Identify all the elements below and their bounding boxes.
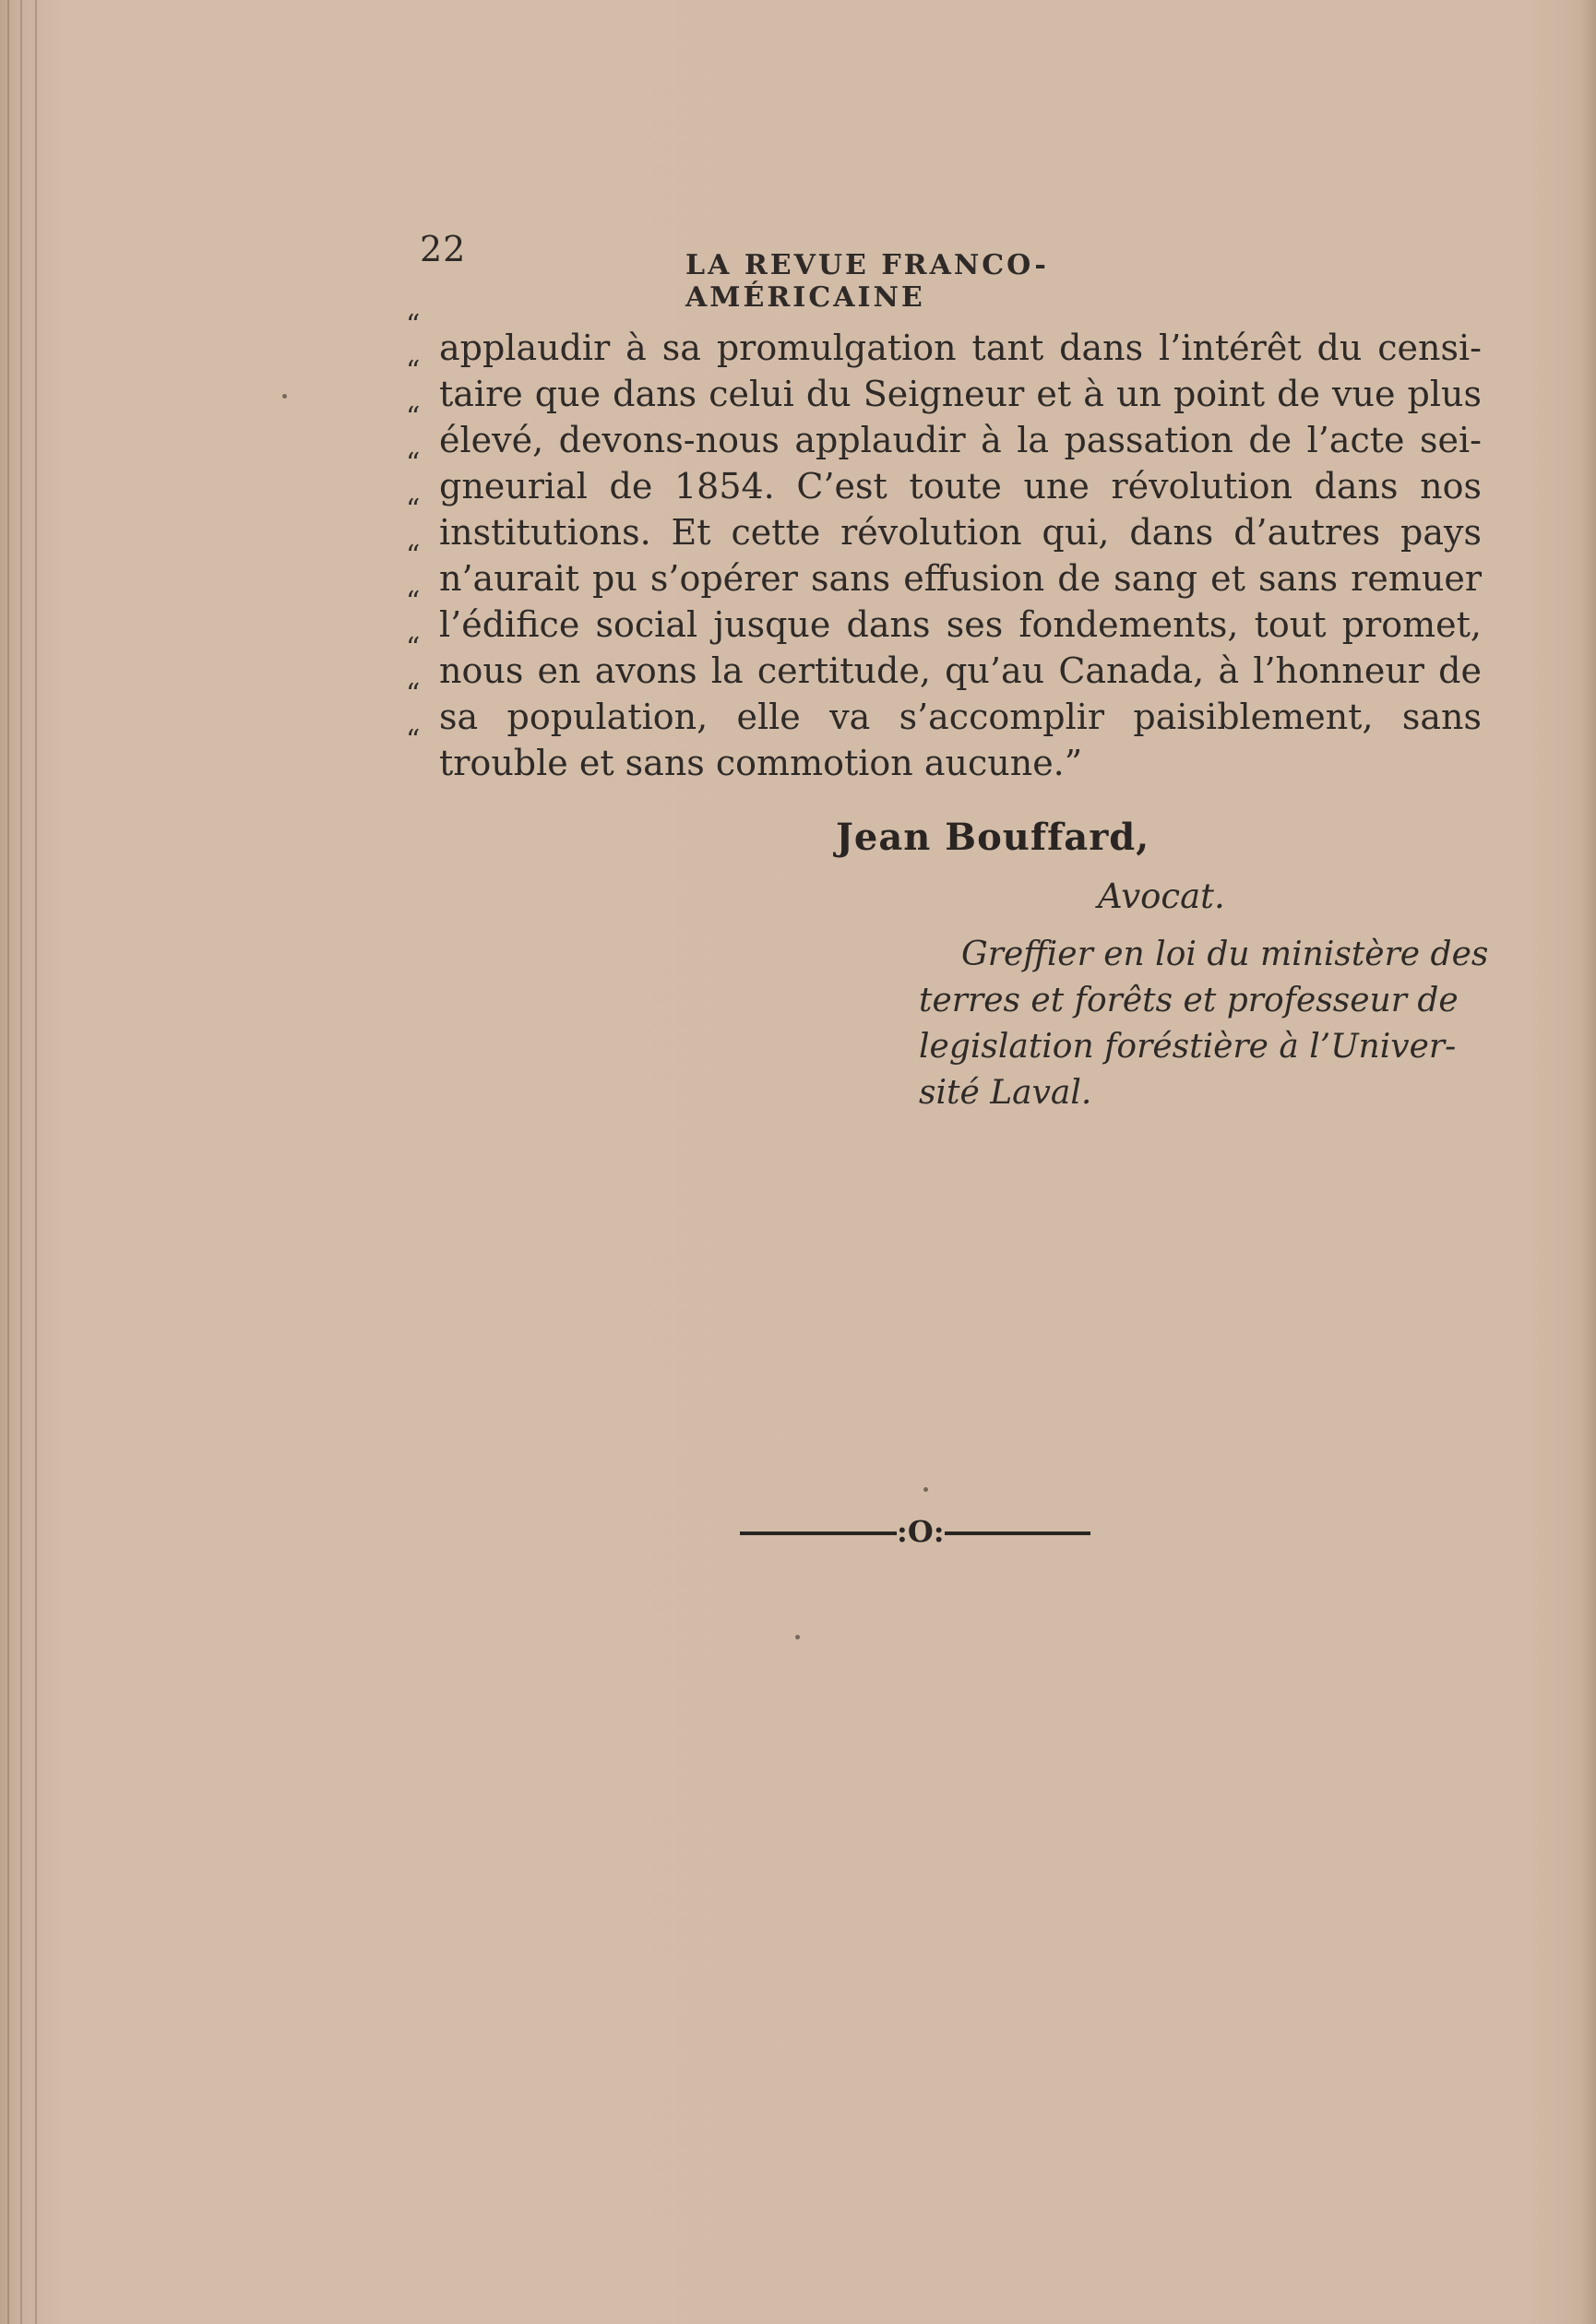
quote-mark: “ xyxy=(406,586,421,618)
quote-line-text: trouble et sans commotion aucune.” xyxy=(439,743,1083,783)
quote-mark: “ xyxy=(406,632,421,664)
quote-line xyxy=(406,540,1495,602)
quote-line xyxy=(406,724,1495,786)
quote-mark: “ xyxy=(406,447,421,480)
paper-speck xyxy=(282,394,287,399)
credentials-line: legislation foréstière à l’Univer- xyxy=(919,1028,1457,1066)
quote-line-text: nous en avons la certitude, qu’au Canada, à l’honneur de xyxy=(439,650,1482,691)
separator-ornament: :O: xyxy=(897,1514,945,1549)
quote-line xyxy=(406,632,1495,694)
quote-line-text: institutions. Et cette révolution qui, dans d’autres pays xyxy=(439,512,1482,553)
quote-line xyxy=(406,355,1495,417)
signature-credentials xyxy=(919,932,1489,1116)
quote-line-text: sa population, elle va s’accomplir paisiblement, sans xyxy=(439,697,1482,737)
quote-line-text: l’édifice social jusque dans ses fondements, tout promet, xyxy=(439,604,1482,645)
quote-line-text: gneurial de 1854. C’est toute une révolution dans nos xyxy=(439,466,1482,507)
page-header xyxy=(420,229,1250,314)
signature-name: Jean Bouffard, xyxy=(836,816,1150,859)
page-edge-line xyxy=(20,0,22,2324)
quote-line xyxy=(406,586,1495,648)
paper-speck xyxy=(923,1487,928,1492)
section-separator xyxy=(740,1513,1090,1550)
quote-mark: “ xyxy=(406,724,421,757)
page-number: 22 xyxy=(420,229,467,269)
quote-mark: “ xyxy=(406,355,421,387)
credentials-line: sité Laval. xyxy=(919,1074,1092,1112)
credentials-line: Greffier en loi du ministère des xyxy=(961,936,1489,973)
credentials-line: terres et forêts et professeur de xyxy=(919,982,1459,1019)
quoted-passage xyxy=(406,309,1495,786)
signature-title: Avocat. xyxy=(1098,876,1225,916)
quote-mark: “ xyxy=(406,401,421,434)
quote-line-text: taire que dans celui du Seigneur et à un point de vue plus xyxy=(439,374,1482,414)
quote-line xyxy=(406,447,1495,509)
paper-speck xyxy=(795,1635,800,1639)
page-edge-line xyxy=(35,0,37,2324)
quote-line xyxy=(406,678,1495,740)
quote-line-text: applaudir à sa promulgation tant dans l’intérêt du censi- xyxy=(439,328,1482,368)
quote-line xyxy=(406,401,1495,463)
quote-mark: “ xyxy=(406,540,421,572)
separator-rule-right xyxy=(945,1531,1090,1535)
page-edge-line xyxy=(7,0,9,2324)
quote-line xyxy=(406,309,1495,371)
quote-mark: “ xyxy=(406,494,421,526)
quote-mark: “ xyxy=(406,678,421,710)
quote-mark: “ xyxy=(406,309,421,341)
separator-rule-left xyxy=(740,1531,897,1535)
page-right-edge xyxy=(1579,0,1596,2324)
quote-line-text: élevé, devons-nous applaudir à la passation de l’acte sei- xyxy=(439,420,1482,460)
quote-line xyxy=(406,494,1495,555)
running-head: LA REVUE FRANCO-AMÉRICAINE xyxy=(685,249,1049,314)
quote-line-text: n’aurait pu s’opérer sans effusion de sang et sans remuer xyxy=(439,558,1482,599)
